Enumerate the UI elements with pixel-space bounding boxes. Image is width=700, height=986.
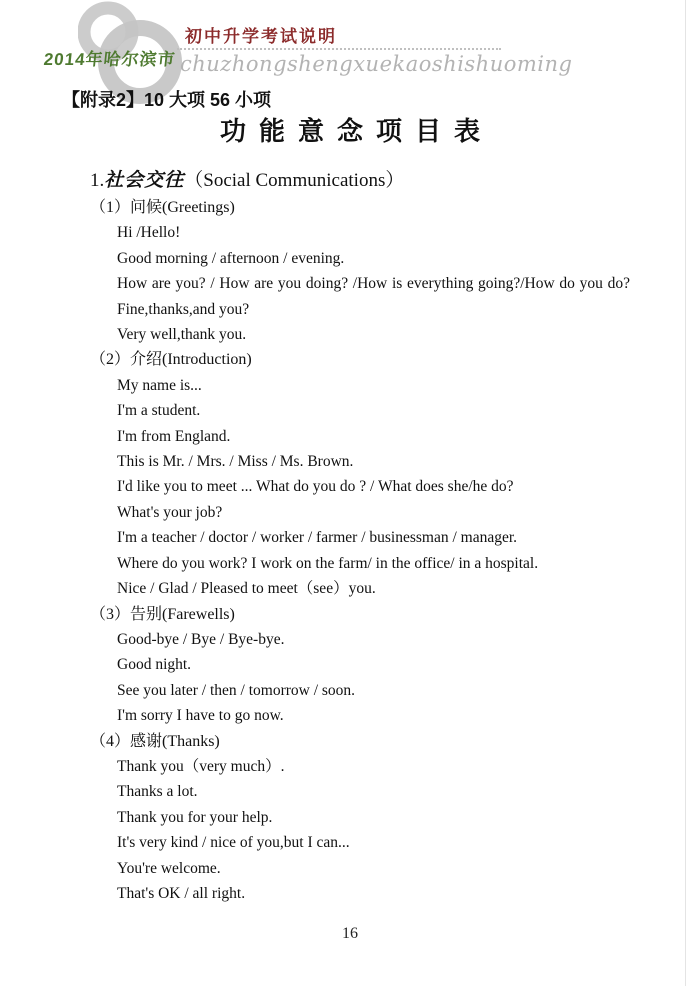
- section-title-cn: 社会交往: [104, 170, 185, 191]
- phrase-line: I'm from England.: [117, 427, 231, 445]
- phrase-line: I'm a student.: [117, 402, 201, 420]
- brand-title: 初中升学考试说明: [185, 27, 337, 46]
- phrase-line: Nice / Glad / Pleased to meet（see）you.: [117, 580, 376, 598]
- dotted-divider: [177, 48, 501, 50]
- brand-pinyin: chuzhongshengxuekaoshishuoming: [180, 52, 573, 76]
- phrase-line: Very well,thank you.: [117, 326, 247, 344]
- phrase-line: You're welcome.: [117, 859, 221, 877]
- phrase-line: I'm a teacher / doctor / worker / farmer / businessman / manager.: [117, 529, 518, 547]
- phrase-line: Thank you（very much）.: [117, 757, 285, 775]
- phrase-line: My name is...: [117, 376, 202, 394]
- phrase-line: Good-bye / Bye / Bye-bye.: [117, 630, 285, 648]
- phrase-line: What's your job?: [117, 503, 223, 521]
- section-title-en: （Social Communications）: [184, 170, 405, 191]
- section-heading: [90, 167, 633, 195]
- appendix-note: 【附录2】10 大项 56 小项: [62, 90, 272, 110]
- content-area: [90, 167, 633, 906]
- subsection-heading: （3）告别(Farewells): [90, 605, 235, 623]
- phrase-line: See you later / then / tomorrow / soon.: [117, 681, 356, 699]
- phrase-line: Good night.: [117, 656, 192, 674]
- phrase-line: This is Mr. / Mrs. / Miss / Ms. Brown.: [117, 453, 354, 471]
- page-title: 功能意念项目表: [219, 117, 493, 146]
- brand-year-city: 2014年哈尔滨市: [42, 50, 177, 69]
- phrase-line: It's very kind / nice of you,but I can...: [117, 834, 350, 852]
- phrase-line: That's OK / all right.: [117, 884, 246, 902]
- subsection-heading: （4）感谢(Thanks): [90, 732, 220, 750]
- phrase-line: I'd like you to meet ... What do you do ? / What does she/he do?: [117, 478, 514, 496]
- phrase-line: Fine,thanks,and you?: [117, 300, 250, 318]
- subsection-heading: （2）介绍(Introduction): [90, 351, 252, 369]
- section-number: 1.: [90, 170, 105, 191]
- page-edge-line: [685, 0, 686, 986]
- phrase-line: Thank you for your help.: [117, 808, 273, 826]
- page-number: 16: [342, 925, 358, 942]
- phrase-line: Hi /Hello!: [117, 224, 181, 242]
- phrase-line: How are you? / How are you doing? /How is everything going?/How do you do?: [117, 275, 630, 293]
- subsection-heading: （1）问候(Greetings): [90, 199, 235, 216]
- phrase-line: Good morning / afternoon / evening.: [117, 249, 345, 267]
- phrase-line: Where do you work? I work on the farm/ in the office/ in a hospital.: [117, 554, 539, 572]
- phrase-line: I'm sorry I have to go now.: [117, 707, 284, 725]
- phrase-line: Thanks a lot.: [117, 783, 198, 801]
